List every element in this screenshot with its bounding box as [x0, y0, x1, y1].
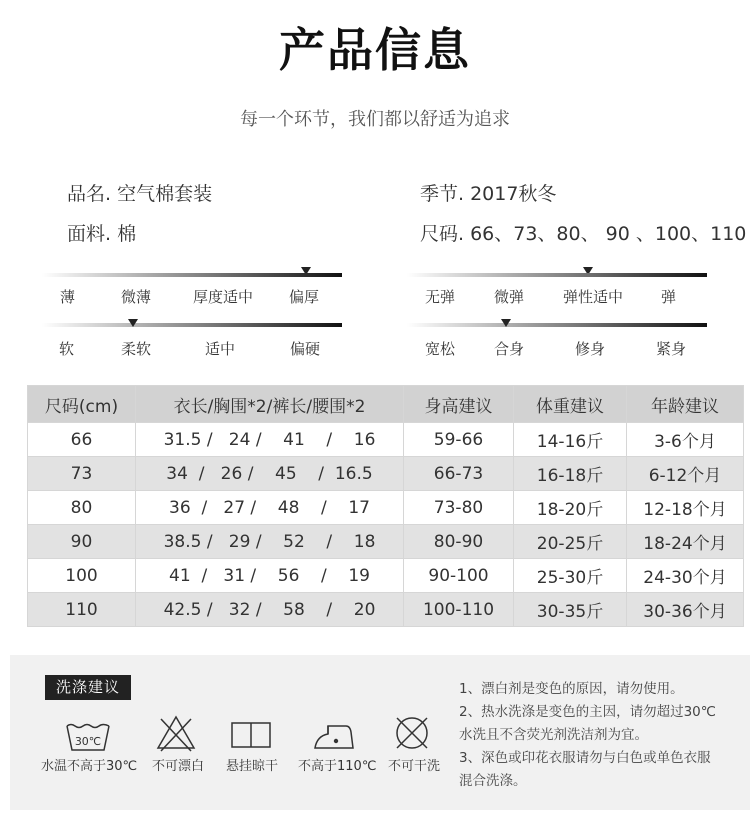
table-cell: 24-30个月 [627, 559, 744, 593]
wash-temp-text: 30℃ [74, 735, 102, 748]
table-cell: 100-110 [404, 593, 514, 627]
thickness-bar [42, 273, 342, 277]
table-cell: 100 [28, 559, 136, 593]
table-cell: 90 [28, 525, 136, 559]
table-header-cell: 身高建议 [404, 386, 514, 423]
hang-dry-icon [230, 720, 272, 750]
thickness-label: 微薄 [121, 288, 152, 306]
page-subtitle: 每一个环节，我们都以舒适为追求 [240, 109, 510, 130]
softness-bar [42, 323, 342, 327]
table-cell: 18-24个月 [627, 525, 744, 559]
table-cell: 6-12个月 [627, 457, 744, 491]
product-sizes: 尺码. 66、73、80、 90 、100、110 [420, 223, 747, 245]
fit-label: 紧身 [656, 340, 687, 358]
table-row [28, 559, 744, 593]
no-dry-clean-icon [392, 714, 432, 752]
elasticity-bar [407, 273, 707, 277]
table-header-row [28, 386, 744, 423]
table-cell: 110 [28, 593, 136, 627]
care-label: 悬挂晾干 [226, 759, 279, 774]
table-cell: 25-30斤 [514, 559, 627, 593]
product-fabric: 面料. 棉 [67, 223, 137, 245]
table-cell: 31.5 / 24 / 41 / 16 [136, 423, 404, 457]
table-row [28, 491, 744, 525]
table-cell: 66 [28, 423, 136, 457]
size-table [27, 385, 744, 627]
table-cell: 12-18个月 [627, 491, 744, 525]
thickness-label: 偏厚 [289, 288, 320, 306]
table-cell: 66-73 [404, 457, 514, 491]
fit-label: 修身 [575, 340, 606, 358]
table-cell: 18-20斤 [514, 491, 627, 525]
care-title: 洗涤建议 [45, 675, 131, 700]
table-cell: 73 [28, 457, 136, 491]
care-note: 水洗且不含荧光剂洗洁剂为宜。 [459, 727, 648, 743]
iron-icon [312, 722, 356, 752]
table-cell: 20-25斤 [514, 525, 627, 559]
table-cell: 38.5 / 29 / 52 / 18 [136, 525, 404, 559]
fit-label: 合身 [494, 340, 525, 358]
table-cell: 14-16斤 [514, 423, 627, 457]
table-cell: 30-36个月 [627, 593, 744, 627]
table-header-cell: 体重建议 [514, 386, 627, 423]
care-label: 不高于110℃ [298, 759, 377, 774]
table-row [28, 525, 744, 559]
no-bleach-icon [155, 714, 197, 752]
table-cell: 80-90 [404, 525, 514, 559]
table-row [28, 593, 744, 627]
table-cell: 73-80 [404, 491, 514, 525]
softness-marker [128, 319, 138, 327]
elasticity-label: 弹性适中 [563, 288, 624, 306]
softness-label: 适中 [205, 340, 236, 358]
care-label: 不可干洗 [388, 759, 441, 774]
elasticity-label: 弹 [661, 288, 677, 306]
elasticity-label: 无弹 [425, 288, 456, 306]
page-title: 产品信息 [279, 23, 471, 77]
table-cell: 16-18斤 [514, 457, 627, 491]
table-row [28, 423, 744, 457]
table-cell: 3-6个月 [627, 423, 744, 457]
fit-bar [407, 323, 707, 327]
thickness-label: 厚度适中 [193, 288, 254, 306]
care-label: 水温不高于30℃ [41, 759, 138, 774]
softness-label: 偏硬 [290, 340, 321, 358]
fit-label: 宽松 [425, 340, 456, 358]
softness-label: 柔软 [121, 340, 152, 358]
table-cell: 36 / 27 / 48 / 17 [136, 491, 404, 525]
softness-label: 软 [59, 340, 75, 358]
thickness-label: 薄 [60, 288, 76, 306]
product-season: 季节. 2017秋冬 [420, 183, 557, 205]
elasticity-label: 微弹 [494, 288, 525, 306]
table-cell: 80 [28, 491, 136, 525]
care-note: 2、热水洗涤是变色的主因，请勿超过30℃ [459, 704, 716, 720]
table-header-cell: 尺码(cm) [28, 386, 136, 423]
product-name: 品名. 空气棉套装 [67, 183, 213, 205]
table-cell: 42.5 / 32 / 58 / 20 [136, 593, 404, 627]
table-header-cell: 衣长/胸围*2/裤长/腰围*2 [136, 386, 404, 423]
table-cell: 59-66 [404, 423, 514, 457]
wash-tub-30-icon [65, 722, 111, 752]
table-cell: 41 / 31 / 56 / 19 [136, 559, 404, 593]
care-note: 1、漂白剂是变色的原因，请勿使用。 [459, 681, 684, 697]
care-note: 混合洗涤。 [459, 773, 527, 789]
table-cell: 34 / 26 / 45 / 16.5 [136, 457, 404, 491]
table-cell: 90-100 [404, 559, 514, 593]
care-note: 3、深色或印花衣服请勿与白色或单色衣服 [459, 750, 711, 766]
table-row [28, 457, 744, 491]
table-header-cell: 年龄建议 [627, 386, 744, 423]
table-cell: 30-35斤 [514, 593, 627, 627]
care-label: 不可漂白 [152, 759, 205, 774]
fit-marker [501, 319, 511, 327]
